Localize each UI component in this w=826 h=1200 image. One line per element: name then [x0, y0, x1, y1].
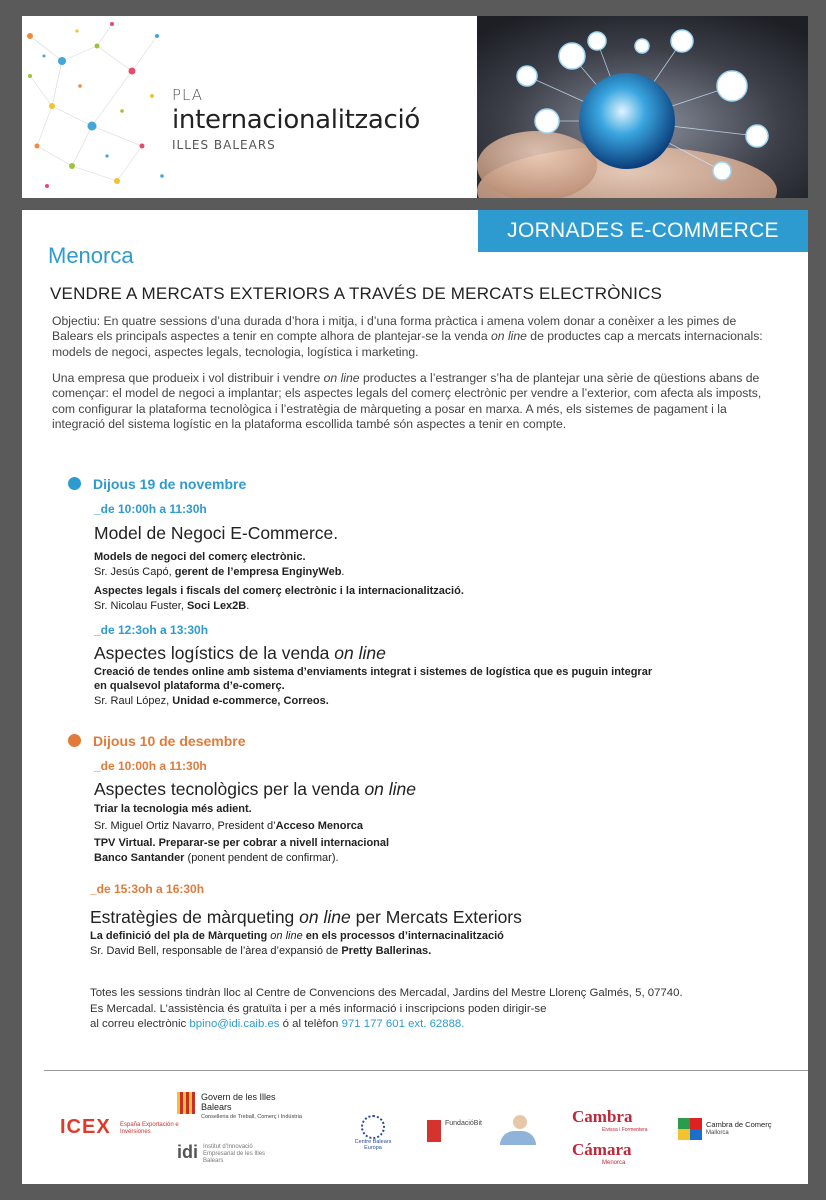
content-card: JORNADES E-COMMERCE Menorca VENDRE A MERCATS EXTERIORS A TRAVÉS DE MERCATS ELECTRÒNICS Objectiu: En quatre sessions d’una durada d’hora i mitja, i d’una forma pràctica i amena volem donar a conèixer a les pimes de Balears els principals aspectes a tenir en compte alhora de plantejar-se la venda on line de productes cap a mercats internacionals: models de negoci, aspectes legals, tecnologia, logística i marketing. Una empresa que produeix i vol distribuir i vendre on line productes a l’estranger s’ha de plantejar una sèrie de qüestions abans de començar: el model de negoci a implantar; els aspectes legals del comerç electrònic per vendre a l’exterior, com afecta als imposts, com configurar la plataforma tecnològica i l’estratègia de màrqueting a posar en marxa. A més, els sistemes de pagament i la integració del sistema logístic en la plataforma escollida també són aspectes a tenir en compte. Dijous 19 de novembre _de 10:00h a 11:30h Model de Negoci E-Commerce. Models de negoci del comerç electrònic. Sr. Jesús Capó, gerent de l’empresa EnginyWeb. Aspectes legals i fiscals del comerç electrònic i la internacionalització. Sr. Nicolau Fuster, Soci Lex2B. _de 12:3oh a 13:30h Aspectes logístics de la venda on line Creació de tendes online amb sistema d’enviaments integrat i sistemes de logística que es puguin integrar en qualsevol plataforma d’e-comerç. Sr. Raul López, Unidad e-commerce, Correos. Dijous 10 de desembre _de 10:00h a 11:30h Aspectes tecnològics per la venda on line Triar la tecnologia més adient. Sr. Miguel Ortiz Navarro, President d’Acceso Menorca TPV Virtual. Preparar-se per cobrar a nivell internacional Banco Santander (ponent pendent de confirmar). _de 15:3oh a 16:30h Estratègies de màrqueting on line per Mercats Exteriors La definició del pla de Màrqueting on line en els processos d’internacinalització Sr. David Bell, responsable de l’àrea d’expansió de Pretty Ballerinas. Totes les sessions tindràn lloc al Centre de Convencions des Mercadal, Jardins del Mestre Llorenç Galmés, 5, 07740. Es Mercadal. L’assistència és gratuïta i per a més informació i inscripcions poden dirigir-se al correu electrònic bpino@idi.caib.es ó al telèfon 971 177 601 ext. 62888. ICEX España Exportación e Inversiones Govern de les Illes Balears Conselleria de Treball, Comerç i Indústria idi Institut d’Innovació Empresarial de les Illes Balears Centre Balears Europa FundacióBit Cambra Eivissa i Formentera Cámara Menorca Cambra de Comerç Mallorca: [22, 210, 808, 1184]
session-time: _de 12:3oh a 13:30h: [94, 623, 209, 637]
session-title: Estratègies de màrqueting on line per Mercats Exteriors: [90, 907, 522, 927]
session-topic: Models de negoci del comerç electrònic.: [94, 551, 306, 563]
session-speaker: Sr. Miguel Ortiz Navarro, President d’Acceso Menorca: [94, 820, 364, 832]
brand-subtitle: ILLES BALEARS: [172, 138, 276, 152]
event-banner: JORNADES E-COMMERCE: [478, 210, 808, 252]
brand-title: internacionalització: [172, 105, 421, 135]
session-title: Model de Negoci E-Commerce.: [94, 523, 339, 543]
intro-paragraph-1: Objectiu: En quatre sessions d’una durada d’hora i mitja, i d’una forma pràctica i amena volem donar a conèixer a les pimes de Balears els principals aspectes a tenir en compte alhora de plantejar-se la venda on line de productes cap a mercats internacionals: models de negoci, aspectes legals, tecnologia, logística i marketing.: [52, 314, 763, 359]
bullet-icon: [68, 734, 81, 747]
venue-info: Totes les sessions tindràn lloc al Centre de Convencions des Mercadal, Jardins del Mestre Llorenç Galmés, 5, 07740. Es Mercadal. L’assistència és gratuïta i per a més informació i inscripcions poden dirigir-se al correu electrònic bpino@idi.caib.es ó al telèfon 971 177 601 ext. 62888.: [90, 987, 683, 1030]
session-topic: en qualsevol plataforma d’e-comerç.: [94, 680, 285, 692]
session-speaker: Banco Santander (ponent pendent de confirmar).: [94, 852, 339, 864]
session-speaker: Sr. Jesús Capó, gerent de l’empresa EnginyWeb.: [94, 566, 345, 578]
bullet-icon: [68, 477, 81, 490]
hero-globe-image: [477, 16, 808, 198]
session-topic: TPV Virtual. Preparar-se per cobrar a nivell internacional: [94, 837, 390, 849]
icex-logo: ICEX España Exportación e Inversiones: [60, 1116, 179, 1138]
session-speaker: Sr. David Bell, responsable de l’àrea d’expansió de Pretty Ballerinas.: [90, 945, 432, 957]
stars-circle-icon: [361, 1115, 385, 1139]
camara-menorca-logo: Cámara Menorca: [572, 1140, 632, 1166]
session-title: Aspectes logístics de la venda on line: [94, 643, 386, 663]
idi-logo: idi Institut d’Innovació Empresarial de les Illes Balears: [177, 1142, 266, 1164]
session-time: _de 15:3oh a 16:30h: [90, 882, 205, 896]
session-topic: Triar la tecnologia més adient.: [94, 803, 252, 815]
day-1-heading: Dijous 19 de novembre: [68, 476, 246, 492]
session-time: _de 10:00h a 11:30h: [94, 759, 207, 773]
intro-paragraph-2: Una empresa que produeix i vol distribuir i vendre on line productes a l’estranger s’ha de plantejar una sèrie de qüestions abans de començar: el model de negoci a implantar; els aspectes legals del comerç electrònic per vendre a l’exterior, com afecta als imposts, com configurar la plataforma tecnològica i l’estratègia de màrqueting a posar en marxa. A més, els sistemes de pagament i la integració del sistema logístic en la plataforma escollida també són aspectes a tenir en compte.: [52, 371, 762, 431]
session-topic: Aspectes legals i fiscals del comerç electrònic i la internacionalització.: [94, 585, 464, 597]
location-title: Menorca: [48, 243, 134, 268]
session-speaker: Sr. Nicolau Fuster, Soci Lex2B.: [94, 600, 250, 612]
brand-block: [172, 86, 420, 152]
session-speaker: Sr. Raul López, Unidad e-commerce, Correos.: [94, 695, 329, 707]
divider: [44, 1070, 808, 1071]
day-2-heading: Dijous 10 de desembre: [68, 733, 246, 749]
person-icon: [500, 1115, 540, 1145]
phone-link[interactable]: 971 177 601 ext. 62888.: [341, 1018, 465, 1030]
cambra-eivissa-logo: Cambra Eivissa i Formentera: [572, 1107, 648, 1133]
centre-balears-europa-logo: Centre Balears Europa: [348, 1115, 398, 1151]
session-topic: La definició del pla de Màrqueting on line en els processos d’internacinalització: [90, 930, 504, 942]
network-dots-graphic: [22, 16, 172, 198]
govern-shield-icon: [177, 1092, 195, 1114]
session-time: _de 10:00h a 11:30h: [94, 502, 207, 516]
session-topic: Creació de tendes online amb sistema d’enviaments integrat i sistemes de logística que es puguin integrar: [94, 666, 653, 678]
session-title: Aspectes tecnològics per la venda on line: [94, 779, 417, 799]
main-title: VENDRE A MERCATS EXTERIORS A TRAVÉS DE MERCATS ELECTRÒNICS: [50, 284, 663, 303]
email-link[interactable]: bpino@idi.caib.es: [189, 1018, 280, 1030]
cambra-mallorca-mark-icon: [678, 1118, 702, 1140]
header: [22, 16, 808, 198]
brand-pla: PLA: [172, 86, 204, 104]
fundacio-bit-mark-icon: [427, 1120, 441, 1142]
